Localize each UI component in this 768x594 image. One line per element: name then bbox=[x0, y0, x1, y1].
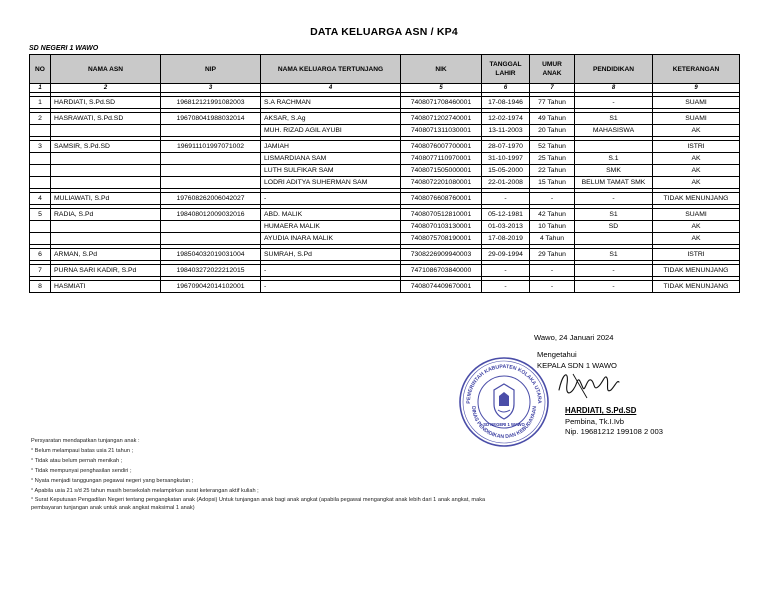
cell-nip: 196911101997071002 bbox=[161, 141, 261, 153]
cell-nik: 7408071311030001 bbox=[401, 125, 482, 137]
school-name: SD NEGERI 1 WAWO bbox=[29, 45, 99, 52]
cell-umur-anak: 22 Tahun bbox=[530, 165, 575, 177]
cell-nama-asn: ARMAN, S.Pd bbox=[51, 249, 161, 261]
cell-nip bbox=[161, 125, 261, 137]
cell-pendidikan: - bbox=[575, 281, 653, 293]
cell-tanggal-lahir: 31-10-1997 bbox=[482, 153, 530, 165]
cell-nip: 196709042014102001 bbox=[161, 281, 261, 293]
cell-pendidikan: S.1 bbox=[575, 153, 653, 165]
table-row bbox=[30, 141, 740, 153]
col-number: 8 bbox=[575, 84, 653, 93]
cell-nik: 7308226909940003 bbox=[401, 249, 482, 261]
table-row bbox=[30, 125, 740, 137]
col-header-pendidikan: PENDIDIKAN bbox=[575, 55, 653, 84]
cell-nik: 7408075708190001 bbox=[401, 233, 482, 245]
cell-no: 6 bbox=[30, 249, 51, 261]
cell-no bbox=[30, 165, 51, 177]
cell-nik: 7471086703840000 bbox=[401, 265, 482, 277]
cell-umur-anak: 52 Tahun bbox=[530, 141, 575, 153]
col-header-umur-anak: UMUR ANAK bbox=[530, 55, 575, 84]
cell-keterangan: TIDAK MENUNJANG bbox=[653, 193, 740, 205]
cell-nama-asn: MULIAWATI, S.Pd bbox=[51, 193, 161, 205]
table-header-row bbox=[30, 55, 740, 84]
cell-no bbox=[30, 125, 51, 137]
cell-nama-keluarga: LODRI ADITYA SUHERMAN SAM bbox=[261, 177, 401, 189]
cell-tanggal-lahir: - bbox=[482, 265, 530, 277]
cell-nama-asn: HARDIATI, S.Pd.SD bbox=[51, 97, 161, 109]
cell-nama-asn bbox=[51, 153, 161, 165]
cell-umur-anak: 49 Tahun bbox=[530, 113, 575, 125]
cell-keterangan: ISTRI bbox=[653, 249, 740, 261]
cell-nik: 7408072201080001 bbox=[401, 177, 482, 189]
col-number: 4 bbox=[261, 84, 401, 93]
cell-tanggal-lahir: 22-01-2008 bbox=[482, 177, 530, 189]
table-row bbox=[30, 221, 740, 233]
cell-nama-keluarga: AYUDIA INARA MALIK bbox=[261, 233, 401, 245]
cell-nama-keluarga: JAMIAH bbox=[261, 141, 401, 153]
cell-pendidikan: - bbox=[575, 265, 653, 277]
col-number: 6 bbox=[482, 84, 530, 93]
cell-pendidikan bbox=[575, 233, 653, 245]
table-row bbox=[30, 209, 740, 221]
cell-umur-anak: 15 Tahun bbox=[530, 177, 575, 189]
cell-nik: 7408071708460001 bbox=[401, 97, 482, 109]
col-number: 1 bbox=[30, 84, 51, 93]
cell-umur-anak: 42 Tahun bbox=[530, 209, 575, 221]
cell-keterangan: AK bbox=[653, 177, 740, 189]
table-row bbox=[30, 97, 740, 109]
cell-tanggal-lahir: - bbox=[482, 193, 530, 205]
cell-no bbox=[30, 233, 51, 245]
table-row bbox=[30, 249, 740, 261]
cell-no: 2 bbox=[30, 113, 51, 125]
table-row bbox=[30, 281, 740, 293]
cell-tanggal-lahir: - bbox=[482, 281, 530, 293]
cell-no: 7 bbox=[30, 265, 51, 277]
stamp-bottom-text: DINAS PENDIDIKAN DAN KEBUDAYAAN bbox=[469, 405, 539, 441]
cell-nama-keluarga: MUH. RIZAD AGIL AYUBI bbox=[261, 125, 401, 137]
cell-nama-keluarga: HUMAERA MALIK bbox=[261, 221, 401, 233]
cell-tanggal-lahir: 28-07-1970 bbox=[482, 141, 530, 153]
cell-nama-keluarga: AKSAR, S.Ag bbox=[261, 113, 401, 125]
table-row bbox=[30, 265, 740, 277]
cell-nip: 196812121991082003 bbox=[161, 97, 261, 109]
cell-tanggal-lahir: 05-12-1981 bbox=[482, 209, 530, 221]
cell-nama-keluarga: - bbox=[261, 265, 401, 277]
signatory-name: HARDIATI, S.Pd.SD bbox=[565, 406, 637, 415]
cell-tanggal-lahir: 29-09-1994 bbox=[482, 249, 530, 261]
cell-nip: 197608262006042027 bbox=[161, 193, 261, 205]
notes-item: ° Surat Keputusan Pengadilan Negeri tentang pengangkatan anak (Adopsi) Untuk tunjangan anak bagi anak angkat (apabila pegawai mengangkat anak lebih dari 1 anak angkat, maka pembayaran tunjangan anak untuk anak angkat maksimal 1 anak) bbox=[31, 497, 486, 511]
cell-keterangan: SUAMI bbox=[653, 209, 740, 221]
notes-item: ° Apabila usia 21 s/d 25 tahun masih bersekolah melampirkan surat keterangan aktif kuliah ; bbox=[31, 488, 259, 494]
cell-no: 3 bbox=[30, 141, 51, 153]
col-header-tanggal-lahir: TANGGAL LAHIR bbox=[482, 55, 530, 84]
table-row bbox=[30, 165, 740, 177]
col-number: 9 bbox=[653, 84, 740, 93]
cell-pendidikan: SD bbox=[575, 221, 653, 233]
cell-nama-keluarga: - bbox=[261, 193, 401, 205]
cell-nik: 7408070512810001 bbox=[401, 209, 482, 221]
cell-pendidikan: BELUM TAMAT SMK bbox=[575, 177, 653, 189]
cell-nik: 7408076608760001 bbox=[401, 193, 482, 205]
cell-nama-keluarga: LUTH SULFIKAR SAM bbox=[261, 165, 401, 177]
cell-umur-anak: - bbox=[530, 193, 575, 205]
requirements-notes bbox=[31, 436, 491, 512]
cell-keterangan: AK bbox=[653, 125, 740, 137]
col-header-nama-keluarga: NAMA KELUARGA TERTUNJANG bbox=[261, 55, 401, 84]
cell-nama-asn bbox=[51, 233, 161, 245]
table-row bbox=[30, 193, 740, 205]
notes-item: ° Nyata menjadi tanggungan pegawai negeri yang bersangkutan ; bbox=[31, 478, 194, 484]
col-number: 5 bbox=[401, 84, 482, 93]
notes-item: ° Tidak mempunyai penghasilan sendiri ; bbox=[31, 468, 132, 474]
cell-umur-anak: 29 Tahun bbox=[530, 249, 575, 261]
cell-nip bbox=[161, 221, 261, 233]
cell-nik: 7408071505000001 bbox=[401, 165, 482, 177]
signature-mark bbox=[553, 364, 623, 408]
cell-nama-keluarga: SUMRAH, S.Pd bbox=[261, 249, 401, 261]
cell-keterangan: AK bbox=[653, 221, 740, 233]
place-date: Wawo, 24 Januari 2024 bbox=[534, 333, 614, 342]
cell-no: 1 bbox=[30, 97, 51, 109]
cell-umur-anak: 20 Tahun bbox=[530, 125, 575, 137]
cell-keterangan: AK bbox=[653, 153, 740, 165]
cell-nip: 198408012009032016 bbox=[161, 209, 261, 221]
cell-nama-asn bbox=[51, 125, 161, 137]
cell-tanggal-lahir: 12-02-1974 bbox=[482, 113, 530, 125]
cell-nama-asn: HASRAWATI, S.Pd.SD bbox=[51, 113, 161, 125]
cell-no: 5 bbox=[30, 209, 51, 221]
cell-keterangan: TIDAK MENUNJANG bbox=[653, 265, 740, 277]
cell-no bbox=[30, 177, 51, 189]
cell-umur-anak: 25 Tahun bbox=[530, 153, 575, 165]
cell-keterangan: SUAMI bbox=[653, 97, 740, 109]
cell-nama-asn bbox=[51, 165, 161, 177]
cell-tanggal-lahir: 17-08-2019 bbox=[482, 233, 530, 245]
cell-pendidikan: - bbox=[575, 97, 653, 109]
cell-nip bbox=[161, 165, 261, 177]
cell-nama-keluarga: S.A RACHMAN bbox=[261, 97, 401, 109]
cell-pendidikan: S1 bbox=[575, 249, 653, 261]
cell-nama-keluarga: ABD. MALIK bbox=[261, 209, 401, 221]
cell-nama-asn bbox=[51, 177, 161, 189]
table-body bbox=[30, 93, 740, 293]
document-title: DATA KELUARGA ASN / KP4 bbox=[310, 26, 458, 38]
notes-item: ° Tidak atau belum pernah menikah ; bbox=[31, 458, 123, 464]
cell-nik: 7408070103130001 bbox=[401, 221, 482, 233]
cell-nik: 7408074409670001 bbox=[401, 281, 482, 293]
cell-umur-anak: 77 Tahun bbox=[530, 97, 575, 109]
table-row bbox=[30, 113, 740, 125]
table-row bbox=[30, 177, 740, 189]
table-row bbox=[30, 233, 740, 245]
cell-umur-anak: 4 Tahun bbox=[530, 233, 575, 245]
acknowledged-label: Mengetahui bbox=[537, 350, 577, 359]
stamp-inner-text: SD NEGERI 1 WAWO bbox=[483, 422, 525, 427]
col-header-nik: NIK bbox=[401, 55, 482, 84]
cell-nama-asn: HASMIATI bbox=[51, 281, 161, 293]
signatory-nip: Nip. 19681212 199108 2 003 bbox=[565, 427, 663, 436]
cell-nik: 7408076007700001 bbox=[401, 141, 482, 153]
notes-item: ° Belum melampaui batas usia 21 tahun ; bbox=[31, 448, 134, 454]
cell-nama-asn: SAMSIR, S.Pd.SD bbox=[51, 141, 161, 153]
cell-nip bbox=[161, 153, 261, 165]
col-header-no: NO bbox=[30, 55, 51, 84]
col-number: 7 bbox=[530, 84, 575, 93]
family-data-table bbox=[29, 54, 740, 293]
column-number-row bbox=[30, 84, 740, 93]
cell-tanggal-lahir: 13-11-2003 bbox=[482, 125, 530, 137]
cell-umur-anak: - bbox=[530, 265, 575, 277]
cell-no bbox=[30, 221, 51, 233]
cell-keterangan: TIDAK MENUNJANG bbox=[653, 281, 740, 293]
col-number: 2 bbox=[51, 84, 161, 93]
cell-no bbox=[30, 153, 51, 165]
cell-pendidikan: S1 bbox=[575, 209, 653, 221]
table-row bbox=[30, 153, 740, 165]
cell-nama-keluarga: LISMARDIANA SAM bbox=[261, 153, 401, 165]
notes-heading: Persyaratan mendapatkan tunjangan anak : bbox=[31, 438, 140, 444]
cell-pendidikan: - bbox=[575, 193, 653, 205]
position-label: KEPALA SDN 1 WAWO bbox=[537, 361, 617, 370]
stamp-emblem-icon bbox=[494, 384, 514, 419]
cell-keterangan: ISTRI bbox=[653, 141, 740, 153]
cell-umur-anak: - bbox=[530, 281, 575, 293]
cell-nik: 7408077110970001 bbox=[401, 153, 482, 165]
cell-nama-asn bbox=[51, 221, 161, 233]
cell-nip bbox=[161, 177, 261, 189]
cell-pendidikan bbox=[575, 141, 653, 153]
cell-keterangan: AK bbox=[653, 233, 740, 245]
official-stamp bbox=[458, 356, 550, 448]
cell-tanggal-lahir: 17-08-1946 bbox=[482, 97, 530, 109]
col-header-nama-asn: NAMA ASN bbox=[51, 55, 161, 84]
cell-nip: 198504032019031004 bbox=[161, 249, 261, 261]
col-header-nip: NIP bbox=[161, 55, 261, 84]
cell-nama-asn: PURNA SARI KADIR, S.Pd bbox=[51, 265, 161, 277]
cell-pendidikan: SMK bbox=[575, 165, 653, 177]
signatory-rank: Pembina, Tk.I.Ivb bbox=[565, 417, 624, 426]
cell-no: 4 bbox=[30, 193, 51, 205]
cell-pendidikan: S1 bbox=[575, 113, 653, 125]
stamp-outer-text: PEMERINTAH KABUPATEN KOLAKA UTARA bbox=[465, 363, 543, 404]
cell-nama-keluarga: - bbox=[261, 281, 401, 293]
cell-tanggal-lahir: 01-03-2013 bbox=[482, 221, 530, 233]
cell-nik: 7408071202740001 bbox=[401, 113, 482, 125]
cell-nip: 198403272022212015 bbox=[161, 265, 261, 277]
cell-keterangan: AK bbox=[653, 165, 740, 177]
cell-nip: 196708041988032014 bbox=[161, 113, 261, 125]
cell-no: 8 bbox=[30, 281, 51, 293]
cell-keterangan: SUAMI bbox=[653, 113, 740, 125]
cell-nip bbox=[161, 233, 261, 245]
cell-umur-anak: 10 Tahun bbox=[530, 221, 575, 233]
cell-pendidikan: MAHASISWA bbox=[575, 125, 653, 137]
cell-nama-asn: RADIA, S.Pd bbox=[51, 209, 161, 221]
col-header-keterangan: KETERANGAN bbox=[653, 55, 740, 84]
col-number: 3 bbox=[161, 84, 261, 93]
cell-tanggal-lahir: 15-05-2000 bbox=[482, 165, 530, 177]
